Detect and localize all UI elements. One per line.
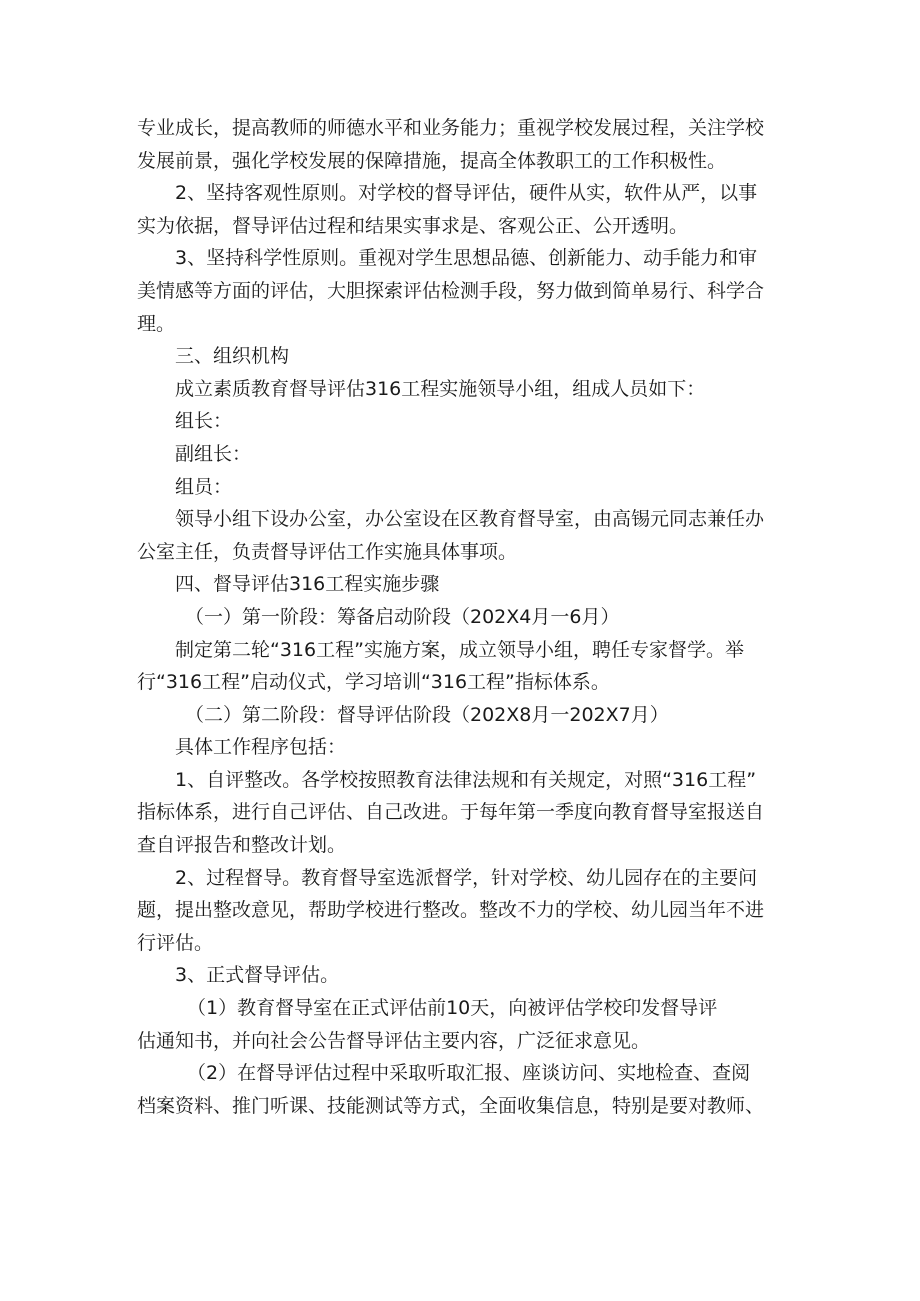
text-line: 行“316工程”启动仪式，学习培训“316工程”指标体系。	[137, 671, 610, 694]
text-line: 发展前景，强化学校发展的保障措施，提高全体教职工的工作积极性。	[137, 149, 727, 172]
text-line: 档案资料、推门听课、技能测试等方式，全面收集信息，特别是要对教师、	[137, 1094, 765, 1117]
text-line: 成立素质教育督导评估316工程实施领导小组，组成人员如下：	[175, 377, 706, 400]
text-line: 查自评报告和整改计划。	[137, 834, 347, 857]
document-body	[137, 112, 797, 1122]
text-line: （2）在督导评估过程中采取听取汇报、座谈访问、实地检查、查阅	[187, 1062, 751, 1085]
text-line: 3、坚持科学性原则。重视对学生思想品德、创新能力、动手能力和审	[175, 247, 758, 270]
text-line: 2、过程督导。教育督导室选派督学，针对学校、幼儿园存在的主要问	[175, 866, 758, 889]
text-line: 专业成长，提高教师的师德水平和业务能力；重视学校发展过程，关注学校	[137, 117, 765, 139]
subsection-heading: （二）第二阶段：督导评估阶段（202X8月一202X7月）	[185, 703, 669, 726]
text-line: 公室主任，负责督导评估工作实施具体事项。	[137, 540, 518, 563]
text-line: 理。	[137, 312, 176, 335]
text-line: 行评估。	[137, 931, 214, 954]
section-heading: 三、组织机构	[175, 345, 290, 368]
text-line: 题，提出整改意见，帮助学校进行整改。整改不力的学校、幼儿园当年不进	[137, 899, 765, 922]
text-line: 实为依据，督导评估过程和结果实事求是、客观公正、公开透明。	[137, 214, 689, 237]
text-line: 组员：	[175, 475, 233, 498]
subsection-heading: （一）第一阶段：筹备启动阶段（202X4月一6月）	[185, 605, 620, 628]
text-line: 美情感等方面的评估，大胆探索评估检测手段，努力做到简单易行、科学合	[137, 279, 765, 302]
text-line: 估通知书，并向社会公告督导评估主要内容，广泛征求意见。	[137, 1029, 651, 1052]
section-heading: 四、督导评估316工程实施步骤	[175, 573, 440, 596]
text-line: 制定第二轮“316工程”实施方案，成立领导小组，聘任专家督学。举	[175, 638, 744, 661]
text-line: 领导小组下设办公室，办公室设在区教育督导室，由高锡元同志兼任办	[175, 508, 765, 531]
text-line: 副组长：	[175, 442, 252, 465]
text-line: 1、自评整改。各学校按照教育法律法规和有关规定，对照“316工程”	[175, 768, 757, 791]
text-line: 组长：	[175, 410, 233, 433]
text-line: （1）教育督导室在正式评估前10天，向被评估学校印发督导评	[187, 997, 718, 1020]
text-line: 具体工作程序包括：	[175, 736, 347, 759]
text-line: 2、坚持客观性原则。对学校的督导评估，硬件从实，软件从严，以事	[175, 182, 758, 205]
text-line: 3、正式督导评估。	[175, 964, 340, 987]
text-line: 指标体系，进行自己评估、自己改进。于每年第一季度向教育督导室报送自	[137, 801, 765, 824]
